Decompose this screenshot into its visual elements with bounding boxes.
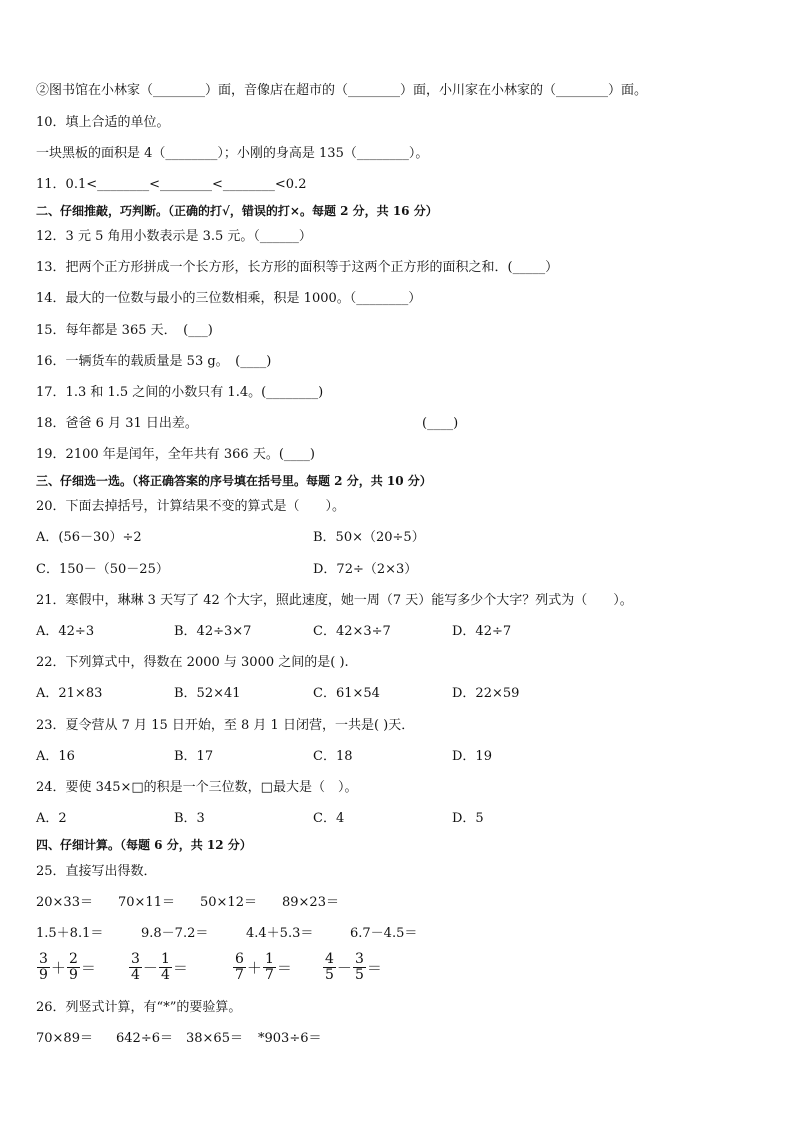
q16: 16．一辆货车的载质量是 53 g。 (____)	[36, 354, 272, 369]
q20-option-d: D．72÷（2×3）	[313, 562, 418, 577]
q22-option-b: B．52×41	[174, 686, 241, 701]
q23-option-d: D．19	[452, 749, 492, 764]
section-3-heading: 三、仔细选一选。（将正确答案的序号填在括号里。每题 2 分，共 10 分）	[36, 474, 432, 488]
q25-row1-item1: 20×33＝	[36, 895, 93, 910]
q12: 12．3 元 5 角用小数表示是 3.5 元。（______）	[36, 229, 312, 244]
q21-option-d: D．42÷7	[452, 624, 512, 639]
q25-row1-item2: 70×11＝	[118, 895, 175, 910]
q26-item4: *903÷6＝	[258, 1031, 322, 1046]
q25-fraction-item4: $\frac{4}{5}$ － $\frac{3}{5}$ ＝	[325, 951, 382, 983]
q25-row2-item2: 9.8－7.2＝	[141, 926, 209, 941]
q23: 23．夏令营从 7 月 15 日开始，至 8 月 1 日闭营，一共是( )天．	[36, 718, 415, 733]
q24-option-d: D．5	[452, 811, 484, 826]
q24-option-c: C．4	[313, 811, 345, 826]
q22-option-c: C．61×54	[313, 686, 380, 701]
q24-option-a: A．2	[36, 811, 67, 826]
q24-option-b: B．3	[174, 811, 205, 826]
q14: 14．最大的一位数与最小的三位数相乘，积是 1000。（________）	[36, 291, 422, 306]
q15: 15．每年都是 365 天． (___)	[36, 323, 213, 338]
q20-option-c: C．150－（50－25）	[36, 562, 169, 577]
q25-row2-item3: 4.4＋5.3＝	[246, 926, 314, 941]
q22-option-d: D．22×59	[452, 686, 520, 701]
q25-fraction-item1: $\frac{3}{9}$ ＋ $\frac{2}{9}$ ＝	[39, 951, 96, 983]
q25-row2-item1: 1.5＋8.1＝	[36, 926, 104, 941]
q20-option-a: A．(56－30）÷2	[36, 530, 142, 545]
q21-option-a: A．42÷3	[36, 624, 95, 639]
q11: 11．0.1<________<________<________<0.2	[36, 177, 307, 192]
q26-item1: 70×89＝	[36, 1031, 93, 1046]
q18: 18．爸爸 6 月 31 日出差。	[36, 416, 198, 431]
section-4-heading: 四、仔细计算。（每题 6 分，共 12 分）	[36, 838, 252, 852]
q25-row1-item4: 89×23＝	[282, 895, 339, 910]
q20-option-b: B．50×（20÷5）	[313, 530, 425, 545]
q10-content: 一块黑板的面积是 4（________）；小刚的身高是 135（________）。	[36, 146, 429, 161]
q25-fraction-item3: $\frac{6}{7}$ ＋ $\frac{1}{7}$ ＝	[235, 951, 292, 983]
q25-fraction-row	[36, 952, 456, 986]
q24: 24．要使 345×□的积是一个三位数，□最大是（ ）。	[36, 780, 358, 795]
q17: 17．1.3 和 1.5 之间的小数只有 1.4。(________)	[36, 385, 324, 400]
q25-row2-item4: 6.7－4.5＝	[350, 926, 418, 941]
q22-option-a: A．21×83	[36, 686, 103, 701]
q26-item2: 642÷6＝	[116, 1031, 173, 1046]
q23-option-c: C．18	[313, 749, 353, 764]
q26-title: 26．列竖式计算，有“*”的要验算。	[36, 1000, 242, 1015]
q23-option-b: B．17	[174, 749, 214, 764]
q19: 19．2100 年是闰年，全年共有 366 天。(____)	[36, 447, 315, 462]
q22: 22．下列算式中，得数在 2000 与 3000 之间的是( ).	[36, 655, 349, 670]
section-2-heading: 二、仔细推敲，巧判断。（正确的打√，错误的打×。每题 2 分，共 16 分）	[36, 204, 438, 218]
q25-title: 25．直接写出得数．	[36, 864, 157, 879]
q21-option-c: C．42×3÷7	[313, 624, 391, 639]
q18-answer-blank: (____)	[422, 416, 459, 431]
q21-option-b: B．42÷3×7	[174, 624, 252, 639]
q23-option-a: A．16	[36, 749, 75, 764]
q25-fraction-item2: $\frac{3}{4}$ － $\frac{1}{4}$ ＝	[131, 951, 188, 983]
q9-part2: ②图书馆在小林家（________）面，音像店在超市的（________）面，小川家在小林家的（________）面。	[36, 83, 648, 98]
q10-title: 10．填上合适的单位。	[36, 115, 170, 130]
q20: 20．下面去掉括号，计算结果不变的算式是（ ）。	[36, 499, 346, 514]
q26-item3: 38×65＝	[186, 1031, 243, 1046]
q21: 21．寒假中，琳琳 3 天写了 42 个大字，照此速度，她一周（7 天）能写多少个大字？列式为（ ）。	[36, 593, 633, 608]
q25-row1-item3: 50×12＝	[200, 895, 257, 910]
q13: 13．把两个正方形拼成一个长方形，长方形的面积等于这两个正方形的面积之和．(_____）	[36, 260, 559, 275]
